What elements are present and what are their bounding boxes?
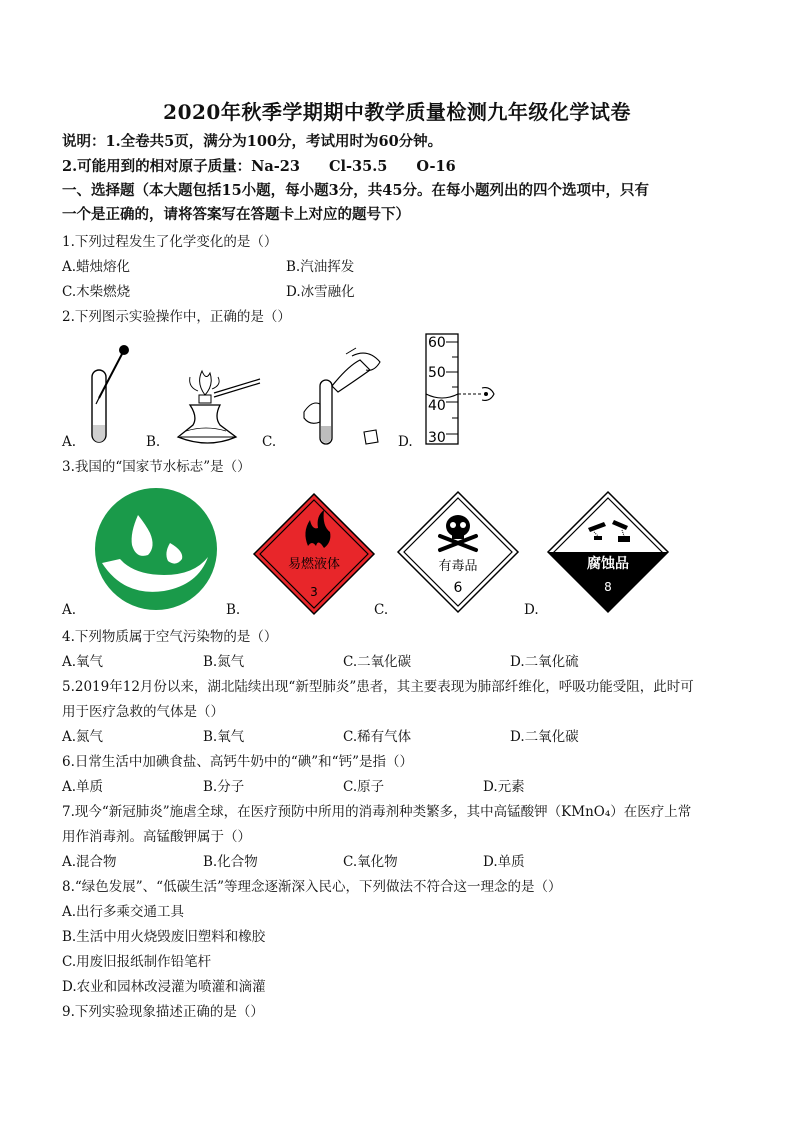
q7-option-b: B.化合物 (203, 854, 258, 870)
q2-label-c: C. (262, 434, 277, 450)
q6-option-c: C.原子 (343, 779, 385, 795)
q3-label-a: A. (62, 602, 77, 618)
q5-option-c: C.稀有气体 (343, 729, 412, 745)
q6-option-b: B.分子 (203, 779, 245, 795)
q3-label-c: C. (374, 602, 389, 618)
q1-option-c: C.木柴燃烧 (62, 284, 131, 300)
sign-c-number: 6 (453, 580, 463, 596)
q2-figure-a (78, 340, 138, 450)
q5-stem-line1: 5.2019年12月份以来，湖北陆续出现“新型肺炎”患者，其主要表现为肺部纤维化，呼吸功能受阻，此时可 (62, 679, 694, 695)
cyl-label-40: 40 (428, 398, 446, 414)
q1-option-b: B.汽油挥发 (286, 259, 355, 275)
q7-stem-line1: 7.现今“新冠肺炎”施虐全球，在医疗预防中所用的消毒剂种类繁多，其中高锰酸钾（KMnO₄）在医疗上常 (62, 804, 692, 820)
q7-option-d: D.单质 (483, 854, 525, 870)
atomic-masses: 2.可能用到的相对原子质量：Na-23 Cl-35.5 O-16 (62, 158, 456, 175)
sign-d-text: 腐蚀品 (587, 556, 629, 572)
q4-option-a: A.氧气 (62, 654, 104, 670)
corrosive-sign (546, 490, 670, 614)
sign-c-text: 有毒品 (438, 559, 478, 574)
q5-option-d: D.二氧化碳 (510, 729, 579, 745)
q2-label-d: D. (398, 434, 413, 450)
instructions-note: 说明：1.全卷共5页，满分为100分，考试用时为60分钟。 (62, 133, 443, 150)
cyl-label-50: 50 (428, 365, 446, 381)
section-heading-line1: 一、选择题（本大题包括15小题，每小题3分，共45分。在每小题列出的四个选项中，只有 (62, 182, 649, 199)
q1-option-d: D.冰雪融化 (286, 284, 355, 300)
q5-stem-line2: 用于医疗急救的气体是（） (62, 704, 224, 720)
q7-stem-line2: 用作消毒剂。高锰酸钾属于（） (62, 829, 251, 845)
q3-stem: 3.我国的“国家节水标志”是（） (62, 459, 251, 475)
q3-label-d: D. (524, 602, 539, 618)
q8-option-c: C.用废旧报纸制作铅笔杆 (62, 954, 212, 970)
q5-option-b: B.氧气 (203, 729, 245, 745)
q4-option-d: D.二氧化硫 (510, 654, 579, 670)
q7-option-a: A.混合物 (62, 854, 117, 870)
q2-figure-d (416, 330, 506, 448)
sign-d-number: 8 (604, 580, 612, 594)
cyl-label-60: 60 (428, 335, 446, 351)
water-saving-logo (94, 487, 218, 611)
page-title: 2020年秋季学期期中教学质量检测九年级化学试卷 (163, 100, 631, 124)
sign-b-number: 3 (310, 585, 318, 599)
q2-label-a: A. (62, 434, 77, 450)
q2-figure-b (168, 365, 268, 447)
q4-option-b: B.氮气 (203, 654, 245, 670)
q5-option-a: A.氮气 (62, 729, 104, 745)
q3-label-b: B. (226, 602, 241, 618)
q6-option-a: A.单质 (62, 779, 104, 795)
q8-option-d: D.农业和园林改浸灌为喷灌和滴灌 (62, 979, 266, 995)
flammable-liquid-sign (252, 492, 376, 616)
q6-option-d: D.元素 (483, 779, 525, 795)
q8-stem: 8.“绿色发展”、“低碳生活”等理念逐渐深入民心，下列做法不符合这一理念的是（） (62, 879, 562, 895)
q1-option-a: A.蜡烛熔化 (62, 259, 131, 275)
q2-figure-c (290, 346, 390, 450)
toxic-sign (396, 490, 520, 614)
q2-label-b: B. (146, 434, 161, 450)
q9-stem: 9.下列实验现象描述正确的是（） (62, 1004, 264, 1020)
section-heading-line2: 一个是正确的，请将答案写在答题卡上对应的题号下） (62, 206, 410, 223)
q7-option-c: C.氧化物 (343, 854, 398, 870)
q6-stem: 6.日常生活中加碘食盐、高钙牛奶中的“碘”和“钙”是指（） (62, 754, 413, 770)
q4-option-c: C.二氧化碳 (343, 654, 412, 670)
q8-option-b: B.生活中用火烧毁废旧塑料和橡胶 (62, 929, 266, 945)
q1-stem: 1.下列过程发生了化学变化的是（） (62, 234, 278, 250)
q2-stem: 2.下列图示实验操作中，正确的是（） (62, 309, 291, 325)
cyl-label-30: 30 (428, 430, 446, 446)
sign-b-text: 易燃液体 (287, 557, 341, 572)
q8-option-a: A.出行多乘交通工具 (62, 904, 185, 920)
q4-stem: 4.下列物质属于空气污染物的是（） (62, 629, 278, 645)
